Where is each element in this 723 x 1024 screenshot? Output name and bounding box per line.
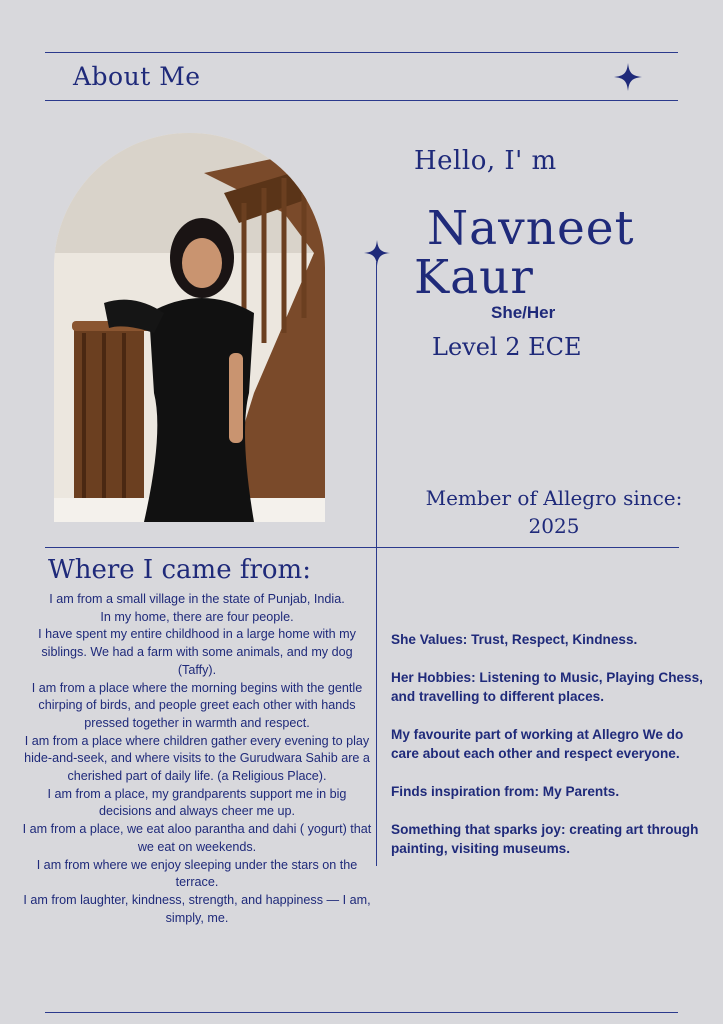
fact-joy: Something that sparks joy: creating art through painting, visiting museums. [391,822,699,856]
story-line: I am from a place, my grandparents support me in big decisions and always cheer me up. [47,786,347,819]
portrait-illustration [54,133,325,522]
section-rule [45,547,679,548]
center-vertical-rule [376,262,377,866]
footer-rule [45,1012,678,1013]
story-line: I am from a place where children gather every evening to play hide-and-seek, and where visits to the Gurudwara Sahib are a cherished part of daily life. (a Religious Place). [24,733,370,784]
fact-hobbies: Her Hobbies: Listening to Music, Playing Chess, and travelling to different places. [391,670,703,704]
header-bottom-rule [45,100,678,101]
origin-heading: Where I came from: [48,555,311,585]
pronouns: She/Her [491,303,556,322]
profile-photo [54,133,325,522]
story-line: I have spent my entire childhood in a large home with my siblings. We had a farm with some animals, and my dog (Taffy). [38,627,356,677]
greeting: Hello, I' m [414,146,557,176]
first-name: Navneet [427,201,635,256]
story-line: I am from a place, we eat aloo parantha and dahi ( yogurt) that we eat on weekends. [22,822,372,854]
story-line: I am from where we enjoy sleeping under the stars on the terrace. [36,857,358,890]
story-line: I am from a small village in the state of Punjab, India. [49,592,345,606]
fact-favourite-part: My favourite part of working at Allegro We do care about each other and respect everyone. [391,727,684,761]
sparkle-icon [614,63,642,91]
fact-inspiration: Finds inspiration from: My Parents. [391,784,620,799]
sparkle-icon [364,240,390,266]
fact-values: She Values: Trust, Respect, Kindness. [391,632,638,647]
story-line: I am from laughter, kindness, strength, and happiness — I am, simply, me. [23,892,371,925]
level: Level 2 ECE [432,333,582,361]
facts-list [391,630,711,877]
member-year: 2025 [528,514,580,538]
header-top-rule [45,52,678,53]
page-title: About Me [73,62,201,91]
member-label: Member of Allegro since: [425,486,683,510]
member-since [425,484,683,540]
story-line: In my home, there are four people. [100,609,294,624]
origin-story [22,591,372,927]
last-name: Kaur [414,250,534,305]
story-line: I am from a place where the morning begins with the gentle chirping of birds, and people greet each other with hands pressed together in warmth and respect. [31,680,363,730]
